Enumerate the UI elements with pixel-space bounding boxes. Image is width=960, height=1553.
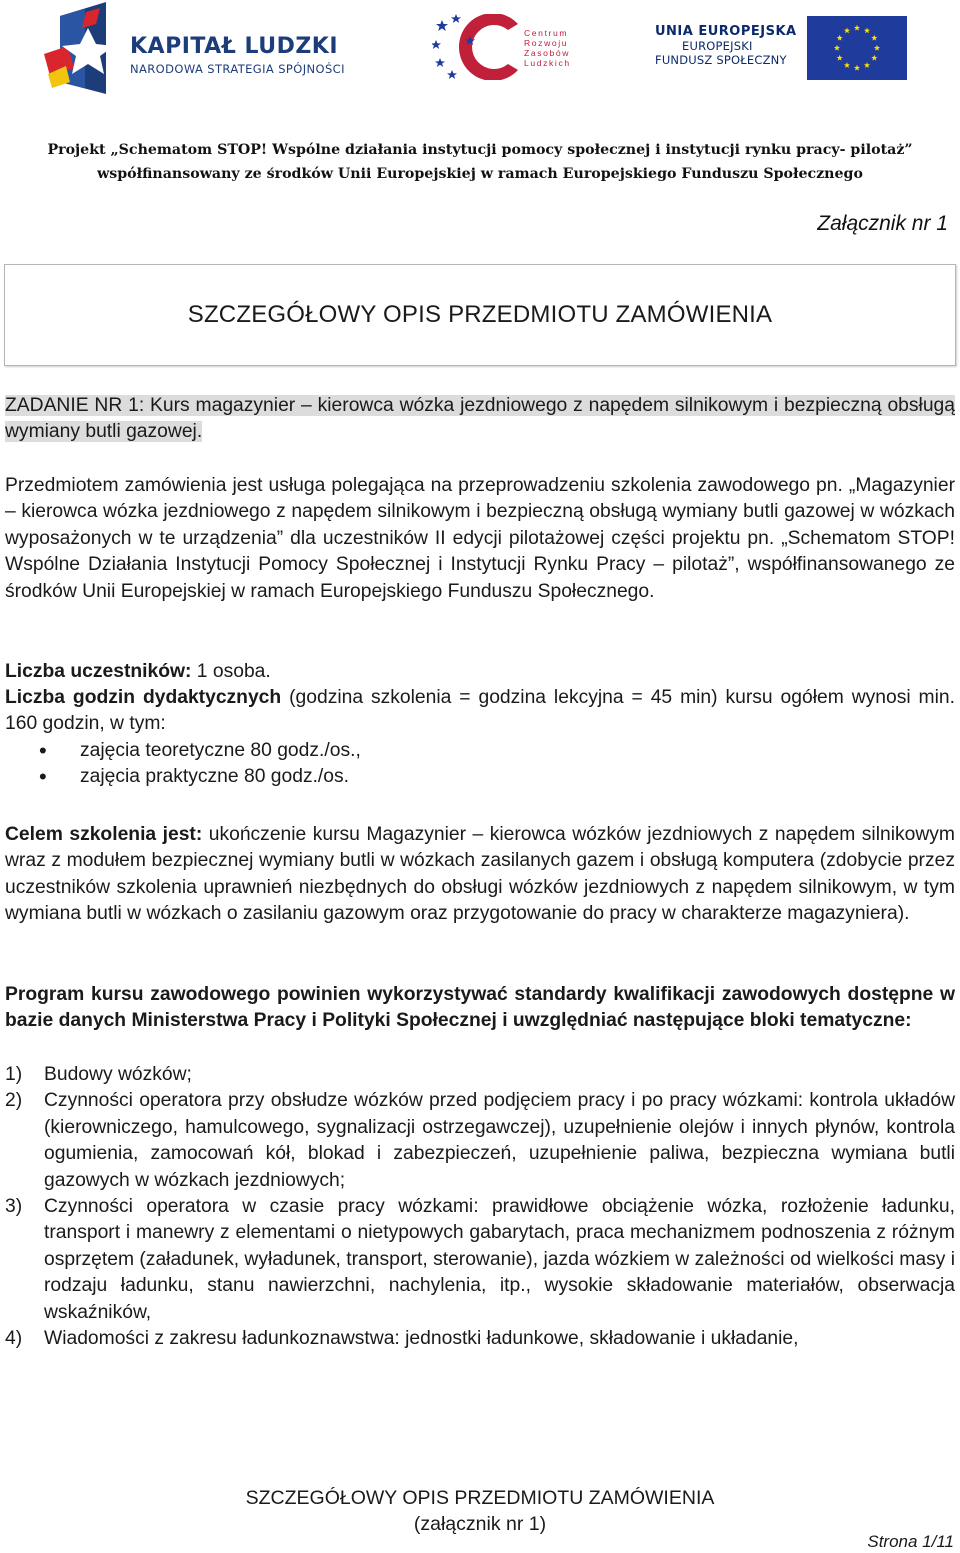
participants-label: Liczba uczestników: [5,661,192,682]
list-text: Budowy wózków; [44,1064,192,1085]
intro-paragraph: Przedmiotem zamówienia jest usługa polegająca na przeprowadzeniu szkolenia zawodowego pn. „Magazynier – kierowca wózka jezdniowego z napędem silnikowym i bezpieczną obsługą wymiany butli gazowej w wózkach wyposażonych w te urządzenia” dla uczestników II edycji pilotażowej części projektu pn. „Schematom STOP! Wspólne Działania Instytucji Pomocy Społecznej i Instytucji Rynku Pracy – pilotaż”, współfinansowanego ze środków Unii Europejskiej w ramach Europejskiego Funduszu Społecznego. [5,475,955,602]
goal-text: ukończenie kursu Magazynier – kierowca wózków jezdniowych z napędem silnikowym wraz z modułem bezpiecznej wymiany butli w wózkach zasilanych gazem i obsługą komputera (zdobycie przez uczestników szkolenia uprawnień niezbędnych do obsługi wózków jezdniowych z napędem silnikowym, w tym wymiana butli w wózkach o zasilaniu gazowym oraz przygotowanie do pracy w charakterze magazyniera). [5,824,955,925]
task-title: ZADANIE NR 1: Kurs magazynier – kierowca wózka jezdniowego z napędem silnikowym i bezpieczną obsługą wymiany butli gazowej. [5,395,955,443]
list-item [5,1088,955,1194]
page-title: SZCZEGÓŁOWY OPIS PRZEDMIOTU ZAMÓWIENIA [187,301,773,328]
kapital-ludzki-subtitle: NARODOWA STRATEGIA SPÓJNOŚCI [130,62,345,76]
hours-text: (godzina szkolenia = godzina lekcyjna = 45 min) kursu ogółem wynosi min. 160 godzin, w tym: [5,687,955,735]
task-section [5,393,955,446]
list-item: • zajęcia teoretyczne 80 godz./os., [5,738,955,764]
hours-label: Liczba godzin dydaktycznych [5,687,282,708]
eu-line-1: UNIA EUROPEJSKA [655,24,797,39]
list-item [5,1326,955,1352]
goal-label: Celem szkolenia jest: [5,824,203,845]
annex-label: Załącznik nr 1 [817,212,948,235]
list-number: 1) [5,1064,23,1085]
kapital-ludzki-logo-icon [40,2,128,98]
crzl-line: Zasobów [524,48,571,58]
crzl-logo-icon [432,14,522,80]
program-heading-text: Program kursu zawodowego powinien wykorzystywać standardy kwalifikacji zawodowych dostępne w bazie danych Ministerstwa Pracy i Polityki Społecznej i uwzględniać następujące bloki tematyczne: [5,984,955,1032]
eu-line-3: FUNDUSZ SPOŁECZNY [655,53,787,67]
blocks-list [5,1062,955,1352]
footer-title: SZCZEGÓŁOWY OPIS PRZEDMIOTU ZAMÓWIENIA [245,1487,715,1509]
list-item: • zajęcia praktyczne 80 godz./os. [5,764,955,790]
crzl-line: Centrum [524,28,569,38]
project-line-2: współfinansowany ze środków Unii Europejskiej w ramach Europejskiego Funduszu Społecznego [97,166,863,182]
eu-text [655,24,797,67]
hours-list [5,738,955,791]
project-banner [0,138,960,186]
program-heading [5,982,955,1035]
footer-subtitle: (załącznik nr 1) [413,1513,547,1535]
list-text: Wiadomości z zakresu ładunkoznawstwa: jednostki ładunkowe, składowanie i układanie, [44,1328,799,1350]
eu-line-2: EUROPEJSKI [682,39,753,53]
kapital-ludzki-title: KAPITAŁ LUDZKI [130,34,339,59]
title-box [4,264,956,366]
list-text: Czynności operatora przy obsłudze wózków przed podjęciem pracy i po pracy wózkami: kontrola układów (kierowniczego, hamulcowego, sygnalizacji ostrzegawczej), uzupełnienie olejów i innych płynów, kontrola ogumienia, zamocowań kół, blokad i zabezpieczeń, uzupełnienie paliwa, bezpieczna wymiana butli gazowych w wózkach jezdniowych; [44,1090,955,1191]
list-number: 4) [5,1328,23,1350]
logo-header [0,0,960,110]
hours-paragraph [5,685,955,738]
participants-value: 1 osoba. [191,661,271,682]
list-text: Czynności operatora w czasie pracy wózkami: prawidłowe obciążenie wózka, rozłożenie ładunku, transport i manewry z elementami o nietypowych gabarytach, praca mechanizmem podnoszenia z różnym osprzętem (załadunek, wyładunek, transport, sterowanie), jazda wózkiem w zależności od wielkości masy i rodzaju ładunku, stanu nawierzchni, nachylenia, itp., wysokie składowanie materiałów, obserwacja wskaźników, [44,1196,955,1323]
page-number: Strona 1/11 [867,1532,954,1551]
list-item [5,1194,955,1326]
crzl-name [524,28,571,68]
participants-line [5,659,955,685]
crzl-line: Ludzkich [524,58,571,68]
crzl-line: Rozwoju [524,38,569,48]
project-line-1: Projekt „Schematom STOP! Wspólne działania instytucji pomocy społecznej i instytucji rynku pracy- pilotaż” [47,142,913,158]
goal-paragraph [5,822,955,928]
eu-flag-icon [807,16,907,80]
list-number: 2) [5,1090,23,1112]
list-number: 3) [5,1196,23,1218]
list-item [5,1062,955,1088]
